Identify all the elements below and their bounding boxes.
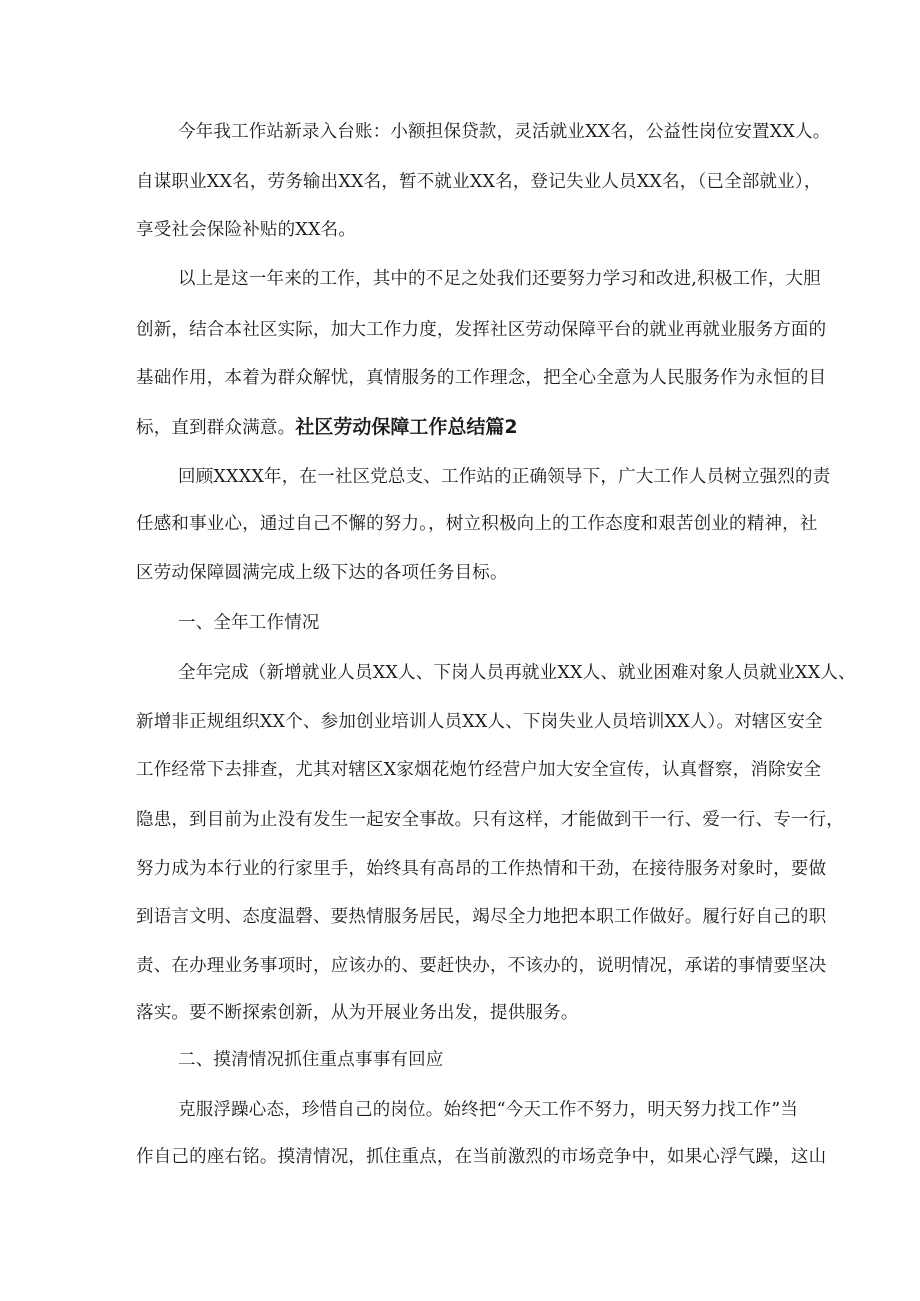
paragraph-line: 区劳动保障圆满完成上级下达的各项任务目标。 — [136, 563, 508, 583]
paragraph-line: 新增非正规组织XX个、参加创业培训人员XX人、下岗失业人员培训XX人）。对辖区安全 — [136, 712, 823, 732]
paragraph-line: 落实。要不断探索创新，从为开展业务出发，提供服务。 — [136, 1003, 579, 1023]
paragraph-line: 以上是这一年来的工作，其中的不足之处我们还要努力学习和改进,积极工作，大胆 — [178, 269, 821, 289]
paragraph-line: 全年完成（新增就业人员XX人、下岗人员再就业XX人、就业困难对象人员就业XX人、 — [178, 663, 856, 683]
paragraph-line: 作自己的座右铭。摸清情况，抓住重点，在当前激烈的市场竞争中，如果心浮气躁，这山 — [136, 1147, 827, 1167]
subheading-line: 二、摸清情况抓住重点事事有回应 — [178, 1050, 444, 1070]
subheading-line: 一、全年工作情况 — [178, 613, 320, 633]
paragraph-line: 创新，结合本社区实际，加大工作力度，发挥社区劳动保障平台的就业再就业服务方面的 — [136, 320, 827, 340]
paragraph-line: 享受社会保险补贴的XX名。 — [136, 220, 357, 240]
paragraph-text: 标，直到群众满意。 — [136, 418, 296, 438]
paragraph-line: 隐患，到目前为止没有发生一起安全事故。只有这样，才能做到干一行、爱一行、专一行， — [136, 810, 844, 830]
paragraph-line: 克服浮躁心态，珍惜自己的岗位。始终把“今天工作不努力，明天努力找工作”当 — [178, 1100, 799, 1120]
paragraph-line — [136, 415, 518, 440]
section-heading: 社区劳动保障工作总结篇2 — [295, 416, 518, 438]
paragraph-line: 责、在办理业务事项时，应该办的、要赶快办，不该办的，说明情况，承诺的事情要坚决 — [136, 956, 827, 976]
paragraph-line: 回顾XXXX年，在一社区党总支、工作站的正确领导下，广大工作人员树立强烈的责 — [178, 467, 831, 487]
paragraph-line: 努力成为本行业的行家里手，始终具有高昂的工作热情和干劲，在接待服务对象时，要做 — [136, 859, 827, 879]
paragraph-line: 自谋职业XX名，劳务输出XX名，暂不就业XX名，登记失业人员XX名，（已全部就业）， — [136, 172, 822, 192]
paragraph-line: 基础作用，本着为群众解忧，真情服务的工作理念，把全心全意为人民服务作为永恒的目 — [136, 368, 827, 388]
paragraph-line: 到语言文明、态度温磬、要热情服务居民，竭尽全力地把本职工作做好。履行好自己的职 — [136, 907, 827, 927]
paragraph-line: 今年我工作站新录入台账：小额担保贷款，灵活就业XX名，公益性岗位安置XX人。 — [178, 122, 831, 142]
paragraph-line: 任感和事业心，通过自己不懈的努力。，树立积极向上的工作态度和艰苦创业的精神，社 — [136, 514, 818, 534]
paragraph-line: 工作经常下去排查，尤其对辖区X家烟花炮竹经营户加大安全宣传，认真督察，消除安全 — [136, 760, 822, 780]
